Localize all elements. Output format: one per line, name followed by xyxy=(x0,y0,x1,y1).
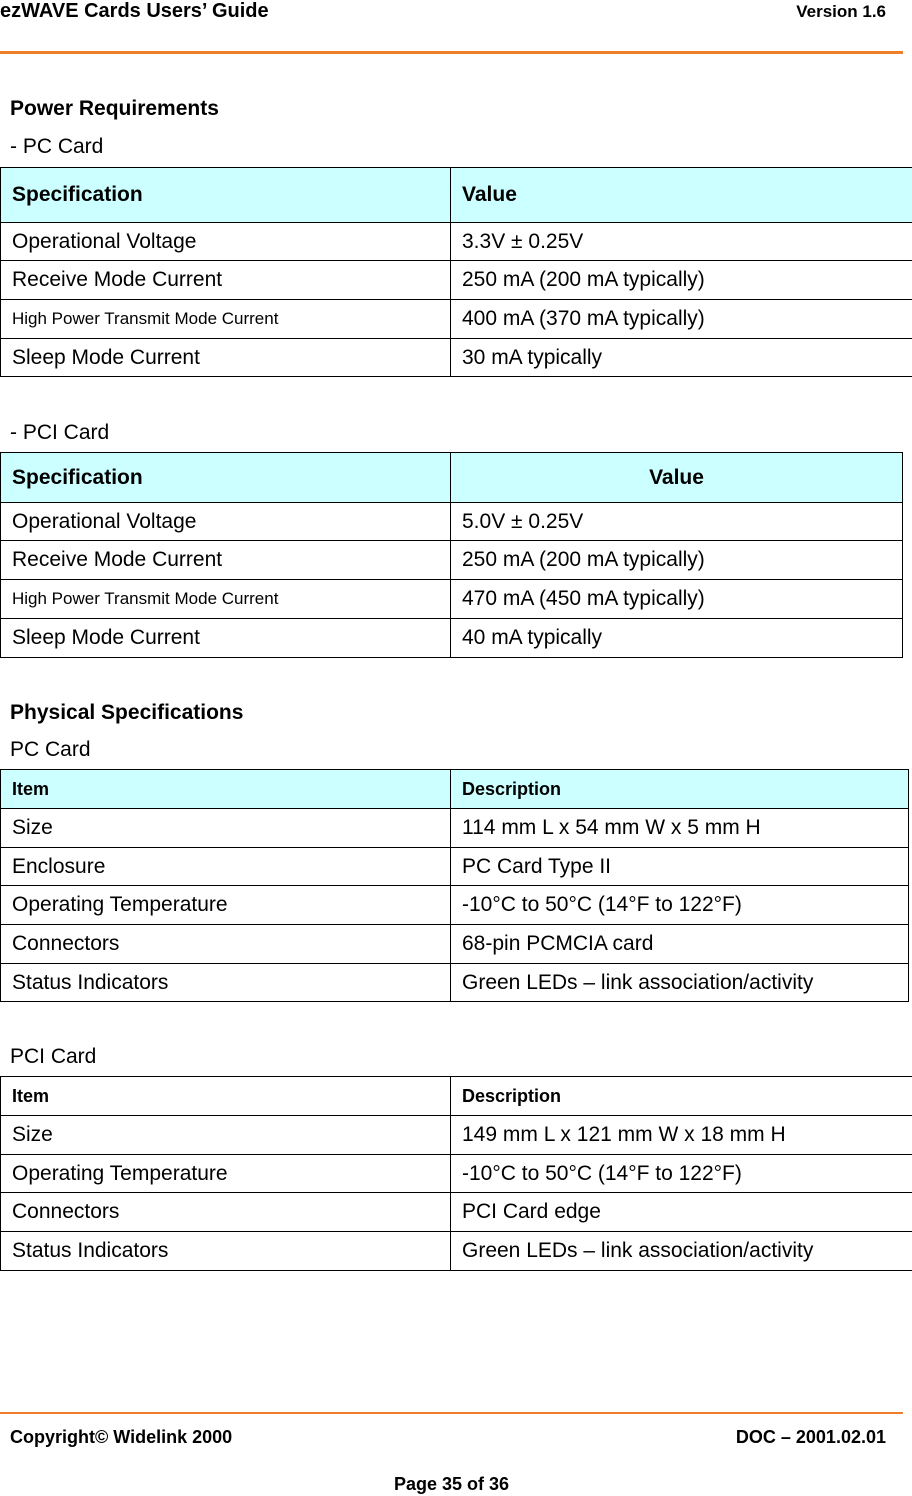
table-cell: Size xyxy=(1,1116,451,1155)
table-row xyxy=(1,964,909,1002)
table-cell: Connectors xyxy=(1,1193,451,1232)
footer-rule xyxy=(0,1412,903,1414)
table-cell: Sleep Mode Current xyxy=(1,619,451,658)
table-row xyxy=(1,580,903,619)
document-title: ezWAVE Cards Users’ Guide xyxy=(0,0,269,22)
table-cell: -10°C to 50°C (14°F to 122°F) xyxy=(451,886,909,925)
table-cell: Green LEDs – link association/activity xyxy=(451,964,909,1002)
table-cell: Size xyxy=(1,809,451,848)
table-cell: 400 mA (370 mA typically) xyxy=(451,300,912,339)
table-row xyxy=(1,1116,912,1155)
power-pci-card-table xyxy=(0,452,903,658)
table-row xyxy=(1,541,903,580)
column-header: Value xyxy=(451,453,903,503)
table-cell: Enclosure xyxy=(1,848,451,886)
column-header: Value xyxy=(451,168,912,223)
table-row xyxy=(1,339,912,377)
table-cell: -10°C to 50°C (14°F to 122°F) xyxy=(451,1155,912,1193)
table-cell: 3.3V ± 0.25V xyxy=(451,223,912,261)
table-header-row xyxy=(1,453,903,503)
table-row xyxy=(1,223,912,261)
table-cell: Status Indicators xyxy=(1,964,451,1002)
table-cell: Green LEDs – link association/activity xyxy=(451,1232,912,1271)
table-header-row xyxy=(1,168,912,223)
table-row xyxy=(1,1232,912,1271)
table-row xyxy=(1,503,903,541)
table-cell: Receive Mode Current xyxy=(1,261,451,300)
document-number: DOC – 2001.02.01 xyxy=(735,1427,886,1447)
table-cell: 250 mA (200 mA typically) xyxy=(451,541,903,580)
table-row xyxy=(1,925,909,964)
column-header: Item xyxy=(1,1077,451,1116)
power-pci-card-label: - PCI Card xyxy=(10,421,110,444)
table-cell: Receive Mode Current xyxy=(1,541,451,580)
table-cell: High Power Transmit Mode Current xyxy=(1,300,451,339)
table-header-row xyxy=(1,1077,912,1116)
table-cell: Sleep Mode Current xyxy=(1,339,451,377)
table-row xyxy=(1,1193,912,1232)
table-row xyxy=(1,886,909,925)
table-row xyxy=(1,261,912,300)
table-cell: High Power Transmit Mode Current xyxy=(1,580,451,619)
table-cell: PCI Card edge xyxy=(451,1193,912,1232)
table-cell: PC Card Type II xyxy=(451,848,909,886)
table-row xyxy=(1,809,909,848)
power-requirements-heading: Power Requirements xyxy=(10,97,219,120)
physical-pc-card-table xyxy=(0,769,909,1002)
header-rule xyxy=(0,51,903,54)
table-cell: 470 mA (450 mA typically) xyxy=(451,580,903,619)
column-header: Description xyxy=(451,770,909,809)
page-number: Page 35 of 36 xyxy=(393,1474,510,1494)
power-pc-card-label: - PC Card xyxy=(10,135,104,158)
physical-pc-card-label: PC Card xyxy=(10,738,91,761)
table-cell: Status Indicators xyxy=(1,1232,451,1271)
table-row xyxy=(1,619,903,658)
table-cell: 114 mm L x 54 mm W x 5 mm H xyxy=(451,809,909,848)
table-row xyxy=(1,300,912,339)
table-cell: 5.0V ± 0.25V xyxy=(451,503,903,541)
column-header: Specification xyxy=(1,168,451,223)
table-cell: Connectors xyxy=(1,925,451,964)
document-version: Version 1.6 xyxy=(796,2,886,21)
table-cell: 30 mA typically xyxy=(451,339,912,377)
table-cell: Operating Temperature xyxy=(1,1155,451,1193)
physical-pci-card-table xyxy=(0,1076,912,1271)
column-header: Description xyxy=(451,1077,912,1116)
power-pc-card-table xyxy=(0,167,912,377)
table-cell: Operating Temperature xyxy=(1,886,451,925)
table-cell: 40 mA typically xyxy=(451,619,903,658)
physical-pci-card-label: PCI Card xyxy=(10,1045,97,1068)
table-cell: 68-pin PCMCIA card xyxy=(451,925,909,964)
table-header-row xyxy=(1,770,909,809)
copyright-text: Copyright© Widelink 2000 xyxy=(10,1427,233,1447)
table-row xyxy=(1,1155,912,1193)
column-header: Item xyxy=(1,770,451,809)
table-cell: Operational Voltage xyxy=(1,503,451,541)
table-row xyxy=(1,848,909,886)
table-cell: 250 mA (200 mA typically) xyxy=(451,261,912,300)
table-cell: 149 mm L x 121 mm W x 18 mm H xyxy=(451,1116,912,1155)
table-cell: Operational Voltage xyxy=(1,223,451,261)
physical-specifications-heading: Physical Specifications xyxy=(10,701,244,724)
column-header: Specification xyxy=(1,453,451,503)
